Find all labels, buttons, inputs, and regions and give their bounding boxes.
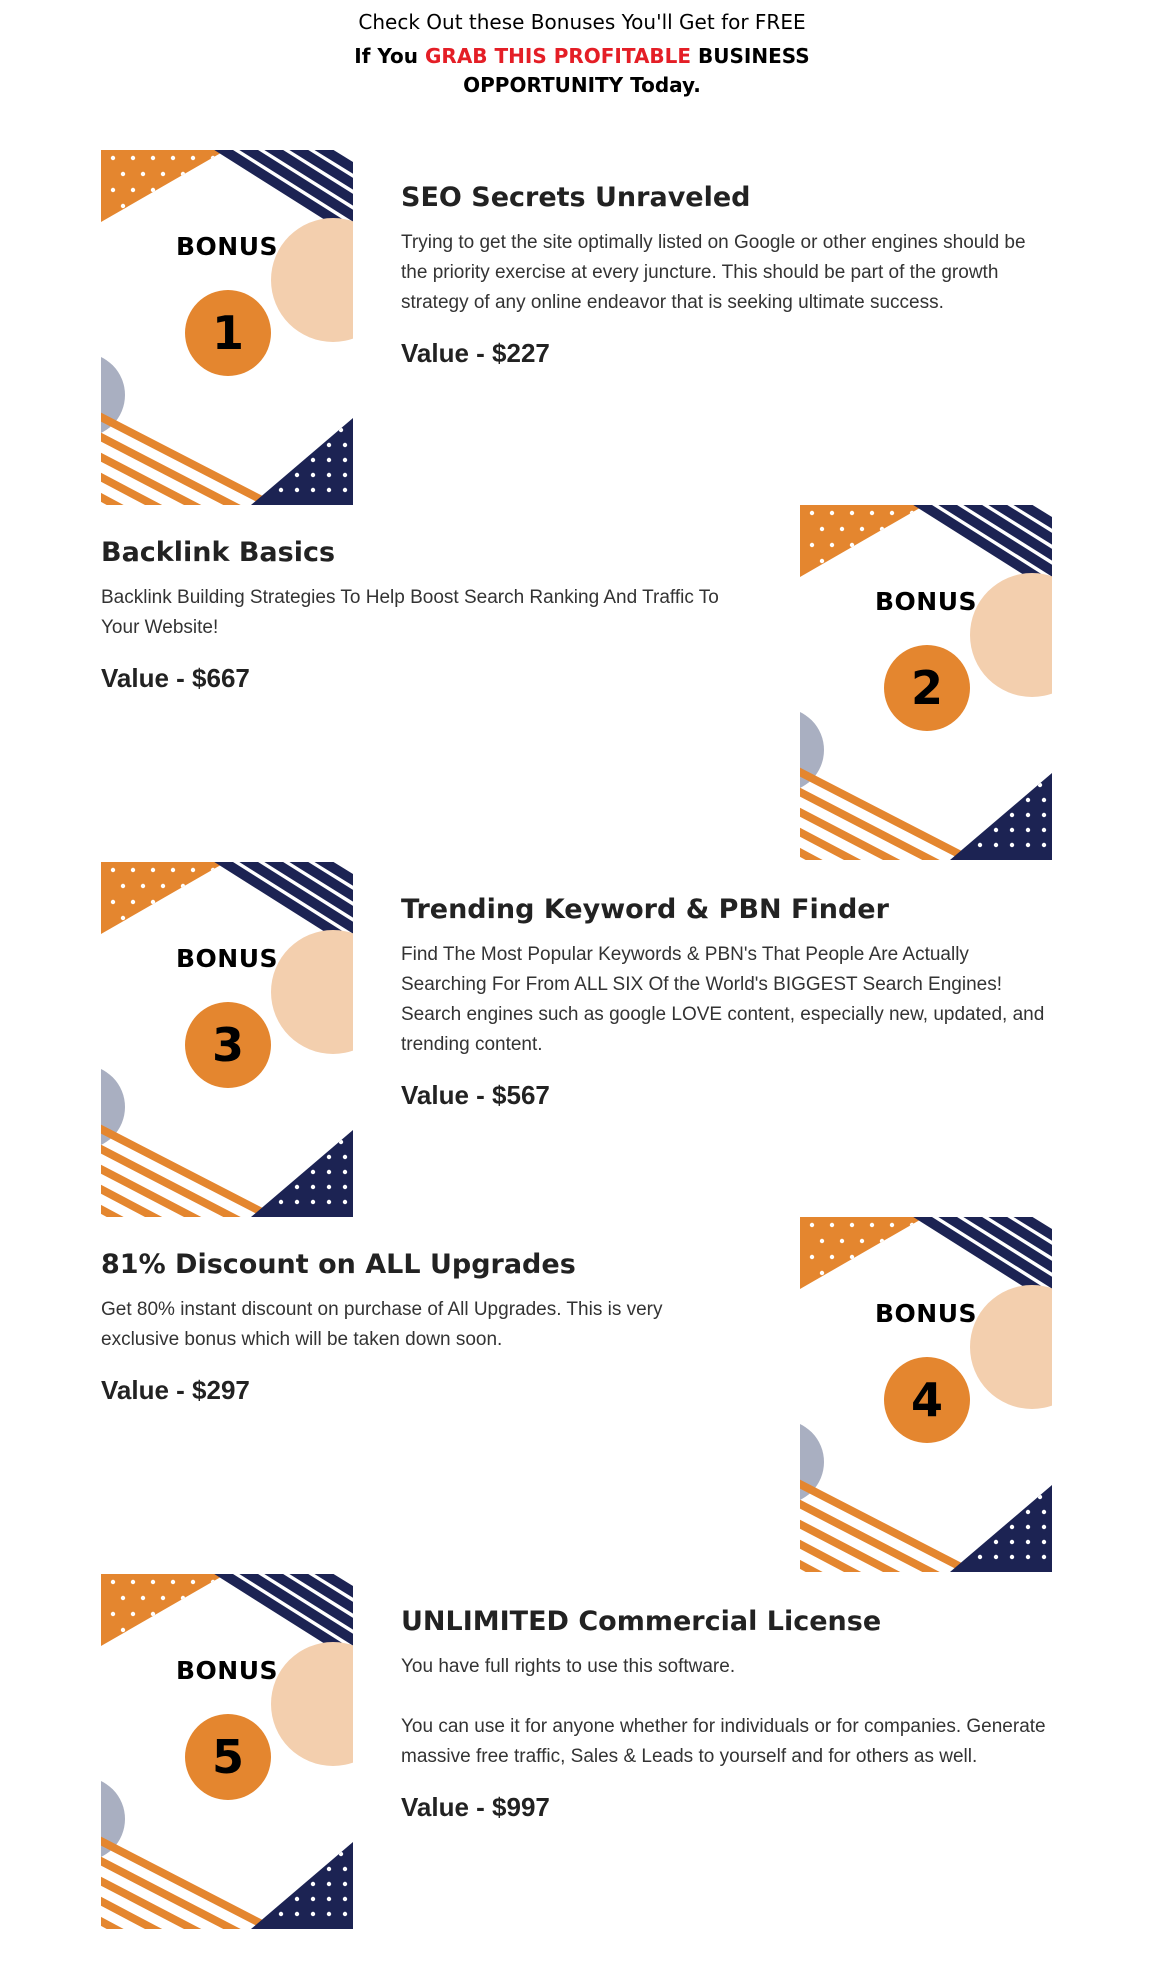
bonus-title: Trending Keyword & PBN Finder <box>401 894 889 925</box>
bonus-value: Value - $667 <box>101 663 250 693</box>
bonus-text-3 <box>401 892 1051 1111</box>
bonus-description <box>101 583 761 643</box>
bonus-text-4 <box>101 1247 721 1406</box>
bonus-label: BONUS <box>874 1299 978 1328</box>
bonus-number-badge: 1 <box>185 290 271 376</box>
bonus-number-badge: 2 <box>884 645 970 731</box>
bonus-text-1 <box>401 180 1051 369</box>
bonus-paragraph: You have full rights to use this software. <box>401 1656 736 1677</box>
bonus-description <box>101 1295 721 1355</box>
bonus-value: Value - $297 <box>101 1375 250 1405</box>
bonus-number-badge: 5 <box>185 1714 271 1800</box>
bonus-paragraph: Get 80% instant discount on purchase of All Upgrades. This is very exclusive bonus which will be taken down soon. <box>101 1299 663 1350</box>
bonus-value: Value - $227 <box>401 338 550 368</box>
bonus-paragraph: Trying to get the site optimally listed on Google or other engines should be the priority exercise at every juncture. This should be part of the growth strategy of any online endeavor that is seeking ultimate success. <box>401 232 1026 313</box>
header-highlight: GRAB THIS PROFITABLE <box>425 44 692 68</box>
bonus-card-4 <box>800 1217 1052 1572</box>
bonus-text-2 <box>101 535 761 694</box>
bonus-description <box>401 1652 1056 1772</box>
bonus-paragraph: Backlink Building Strategies To Help Boost Search Ranking And Traffic To Your Website! <box>101 587 719 638</box>
bonus-paragraph: Find The Most Popular Keywords & PBN's That People Are Actually Searching For From ALL SIX Of the World's BIGGEST Search Engines! Search engines such as google LOVE content, especially new, updated, and trending content. <box>401 944 1045 1055</box>
bonus-number-badge: 4 <box>884 1357 970 1443</box>
bonus-card-5 <box>101 1574 353 1929</box>
bonus-label: BONUS <box>874 587 978 616</box>
bonus-label: BONUS <box>175 944 279 973</box>
header-line-2-pre: If You <box>354 44 425 68</box>
bonus-paragraph: You can use it for anyone whether for individuals or for companies. Generate massive free traffic, Sales & Leads to yourself and for others as well. <box>401 1716 1046 1767</box>
bonus-value: Value - $997 <box>401 1792 550 1822</box>
bonus-description <box>401 940 1051 1060</box>
bonus-card-1 <box>101 150 353 505</box>
bonus-description <box>401 228 1051 318</box>
header-line-3: OPPORTUNITY Today. <box>463 73 701 97</box>
bonus-title: SEO Secrets Unraveled <box>401 182 751 213</box>
header-line-1: Check Out these Bonuses You'll Get for FREE <box>358 10 806 34</box>
bonus-card-3 <box>101 862 353 1217</box>
header-line-2-post: BUSINESS <box>691 44 810 68</box>
bonus-card-2 <box>800 505 1052 860</box>
bonus-title: UNLIMITED Commercial License <box>401 1606 882 1637</box>
bonus-title: Backlink Basics <box>101 537 336 568</box>
bonus-header <box>0 8 1164 100</box>
bonus-title: 81% Discount on ALL Upgrades <box>101 1249 576 1280</box>
bonus-label: BONUS <box>175 232 279 261</box>
bonus-value: Value - $567 <box>401 1080 550 1110</box>
bonus-label: BONUS <box>175 1656 279 1685</box>
header-line-2 <box>0 42 1164 100</box>
bonus-text-5 <box>401 1604 1056 1823</box>
bonus-number-badge: 3 <box>185 1002 271 1088</box>
